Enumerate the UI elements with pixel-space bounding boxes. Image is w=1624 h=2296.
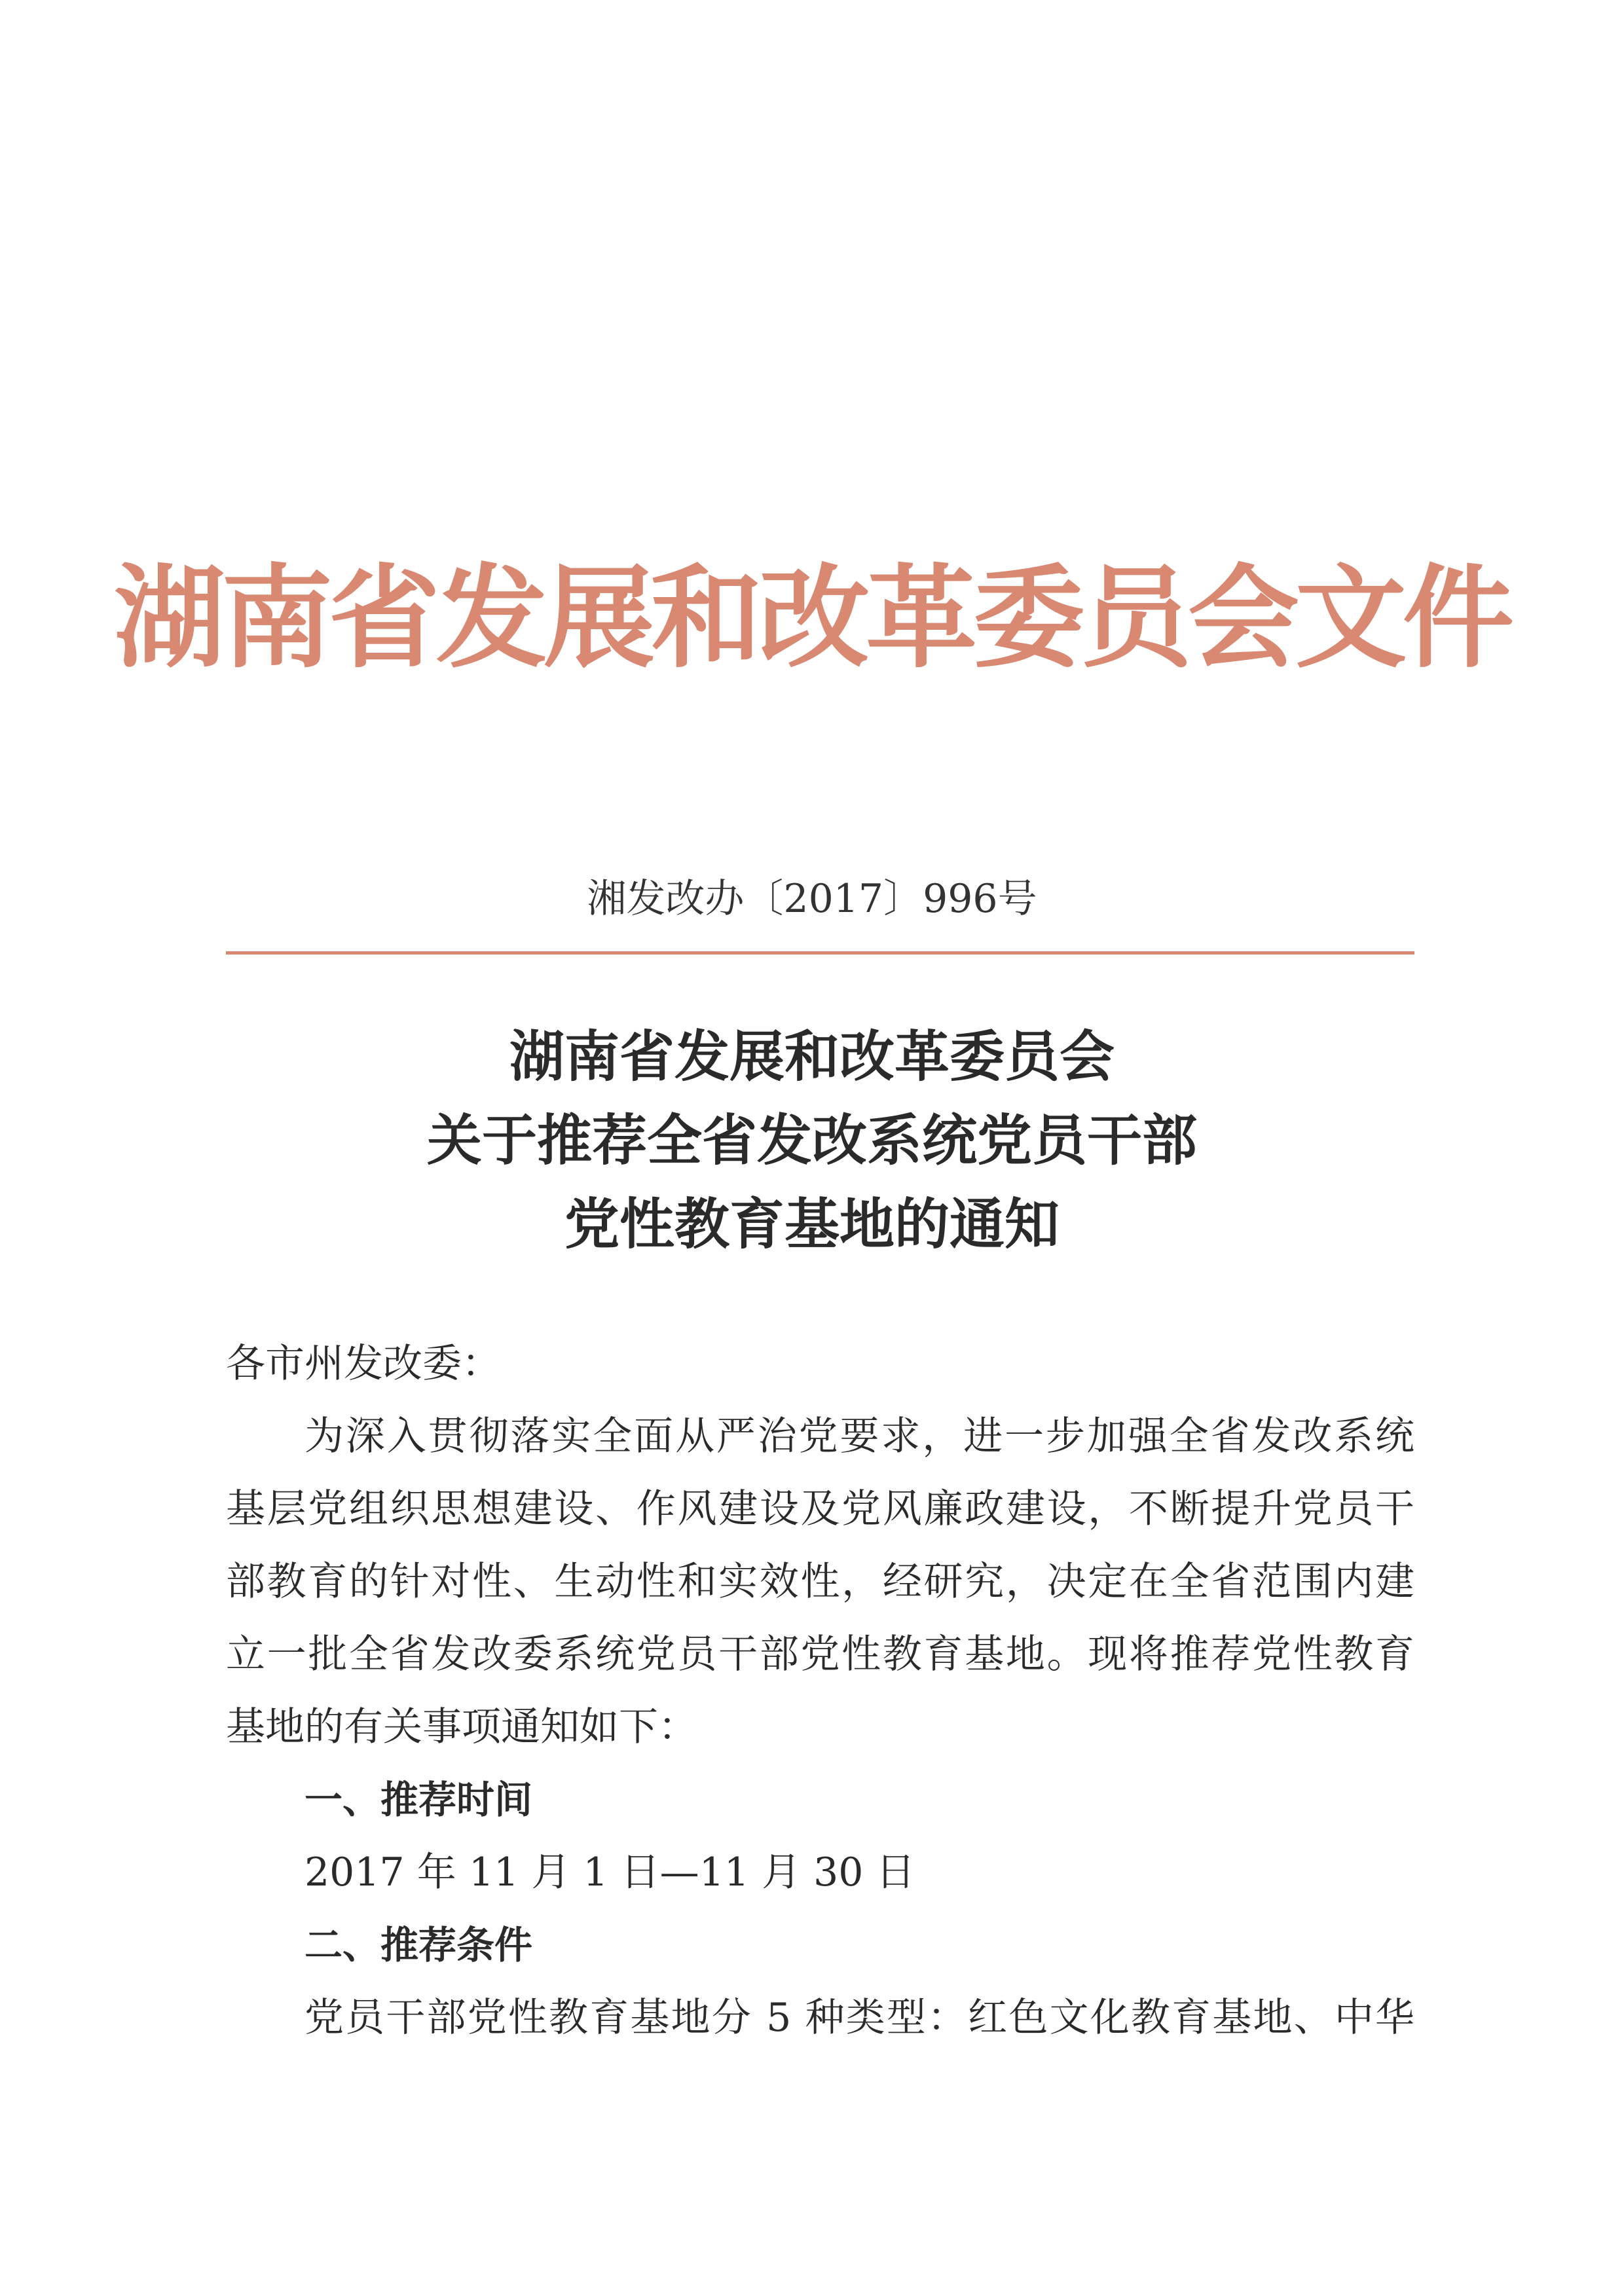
red-divider-line	[226, 951, 1414, 955]
section-1-heading: 一、推荐时间	[304, 1777, 533, 1822]
title-line-2: 关于推荐全省发改系统党员干部	[426, 1108, 1197, 1173]
paragraph-line-4: 立一批全省发改委系统党员干部党性教育基地。现将推荐党性教育	[226, 1631, 1414, 1677]
document-title	[0, 1015, 1624, 1266]
document-number: 湘发改办〔2017〕996号	[587, 876, 1037, 922]
masthead-title: 湖南省发展和改革委员会文件	[113, 554, 1510, 683]
paragraph-line-3: 部教育的针对性、生动性和实效性，经研究，决定在全省范围内建	[226, 1559, 1414, 1605]
section-2-heading: 二、推荐条件	[304, 1923, 533, 1967]
paragraph-line-2: 基层党组织思想建设、作风建设及党风廉政建设，不断提升党员干	[226, 1486, 1414, 1532]
paragraph-line-1: 为深入贯彻落实全面从严治党要求，进一步加强全省发改系统	[304, 1413, 1414, 1459]
section-1-text: 2017 年 11 月 1 日—11 月 30 日	[304, 1850, 915, 1895]
title-line-3: 党性教育基地的通知	[564, 1192, 1060, 1256]
section-2-text: 党员干部党性教育基地分 5 种类型：红色文化教育基地、中华	[304, 1995, 1414, 2041]
salutation: 各市州发改委：	[226, 1341, 501, 1387]
paragraph-line-5: 基地的有关事项通知如下：	[226, 1704, 697, 1750]
document-body	[226, 1328, 1414, 2054]
title-line-1: 湖南省发展和改革委员会	[509, 1025, 1115, 1089]
